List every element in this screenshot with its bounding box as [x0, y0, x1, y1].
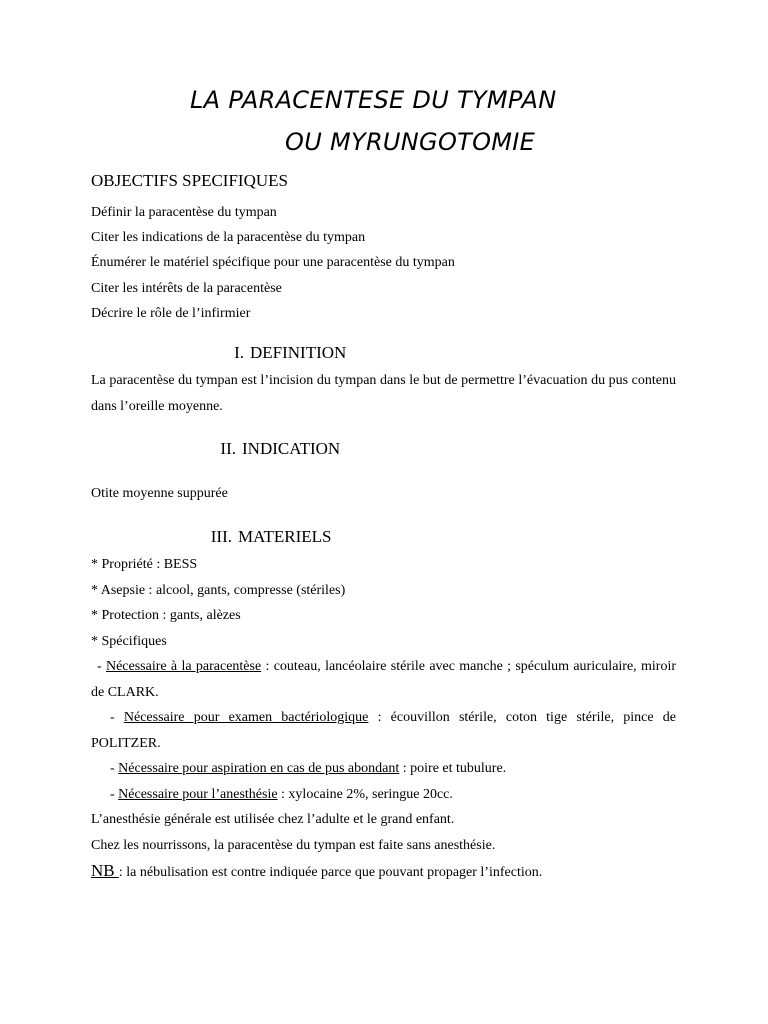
section-heading-materiels — [206, 527, 332, 547]
sub-item-label: Nécessaire à la paracentèse — [105, 659, 262, 674]
materiel-note: Chez les nourrissons, la paracentèse du tympan est faite sans anesthésie. — [91, 837, 496, 853]
indication-text: Otite moyenne suppurée — [91, 486, 228, 501]
section-number: II. — [220, 439, 236, 458]
sub-item-label: Nécessaire pour examen bactériologique — [123, 710, 369, 725]
sub-item-label: Nécessaire pour l’anesthésie — [118, 786, 278, 802]
sub-item-prefix: - — [110, 710, 124, 725]
materiel-sub-item — [91, 654, 676, 705]
materiels-block — [91, 552, 676, 886]
sub-item-prefix: - — [110, 761, 119, 776]
nb-line — [91, 858, 676, 886]
materiel-line: * Spécifiques — [91, 633, 167, 649]
document-subtitle: OU MYRUNGOTOMIE — [285, 128, 536, 156]
materiel-sub-item — [91, 705, 676, 756]
section-title: DEFINITION — [250, 343, 347, 362]
objective-item: Énumérer le matériel spécifique pour une paracentèse du tympan — [91, 255, 455, 271]
objectives-list — [91, 200, 455, 326]
materiel-line: * Protection : gants, alèzes — [91, 608, 241, 623]
definition-paragraph: La paracentèse du tympan est l’incision du tympan dans le but de permettre l’évacuation du pus contenu dans l’oreille moyenne. — [91, 373, 676, 414]
sub-item-text: : poire et tubulure. — [399, 761, 507, 776]
materiel-sub-item — [91, 756, 676, 782]
objective-item: Définir la paracentèse du tympan — [91, 205, 277, 220]
materiel-sub-item — [91, 782, 676, 808]
document-title: LA PARACENTESE DU TYMPAN — [190, 86, 557, 114]
nb-label: NB — [91, 861, 119, 880]
objective-item: Citer les intérêts de la paracentèse — [91, 280, 282, 296]
section-heading-definition — [218, 343, 346, 363]
nb-text: : la nébulisation est contre indiquée parce que pouvant propager l’infection. — [118, 865, 543, 880]
section-number: III. — [210, 527, 232, 546]
section-title: INDICATION — [242, 439, 341, 458]
materiel-line: * Propriété : BESS — [91, 557, 198, 572]
sub-item-text: : écouvillon stérile, coton tige stérile, pince de POLITZER. — [91, 710, 676, 751]
sub-item-text: : couteau, lancéolaire stérile avec manche ; spéculum auriculaire, miroir de CLARK. — [91, 659, 676, 700]
objectives-heading: OBJECTIFS SPECIFIQUES — [91, 171, 288, 190]
objective-item: Citer les indications de la paracentèse du tympan — [91, 230, 366, 246]
materiel-line: * Asepsie : alcool, gants, compresse (stériles) — [91, 582, 346, 598]
sub-item-prefix: - — [110, 786, 119, 802]
section-title: MATERIELS — [238, 527, 332, 546]
section-heading-indication — [210, 439, 340, 459]
objective-item: Décrire le rôle de l’infirmier — [91, 305, 251, 321]
sub-item-prefix: - — [97, 659, 106, 674]
sub-item-text: : xylocaine 2%, seringue 20cc. — [277, 786, 453, 802]
materiel-note: L’anesthésie générale est utilisée chez l’adulte et le grand enfant. — [91, 812, 455, 827]
sub-item-label: Nécessaire pour aspiration en cas de pus abondant — [118, 761, 400, 776]
section-number: I. — [234, 343, 244, 362]
